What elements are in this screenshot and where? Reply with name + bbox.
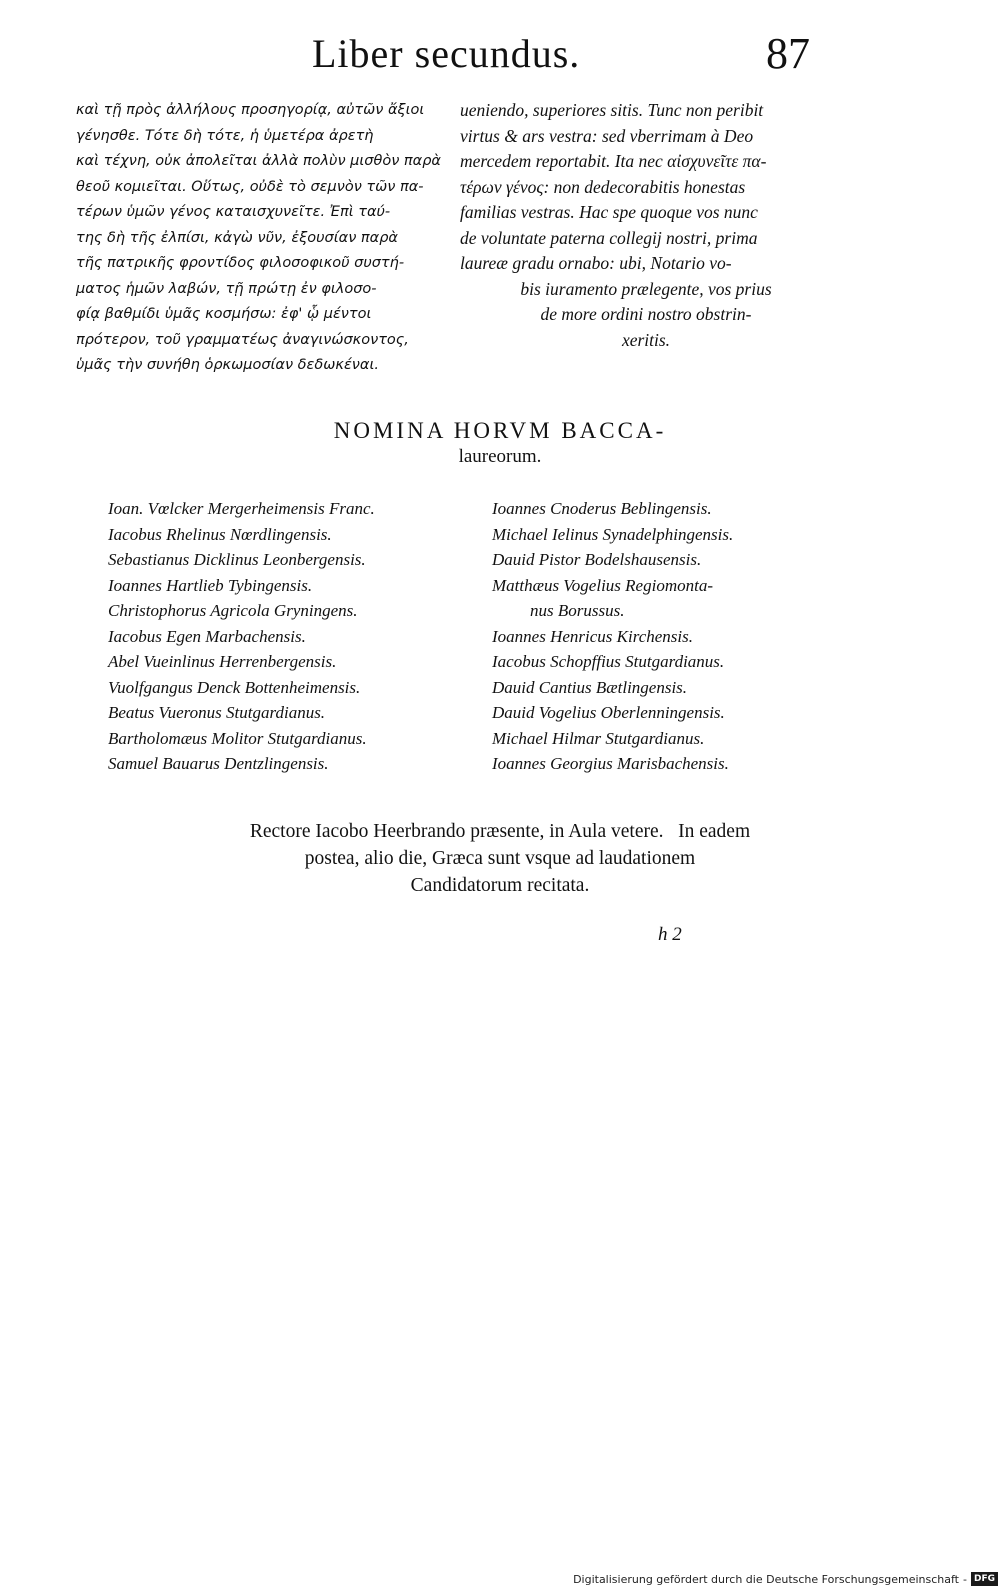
list-item: Iacobus Schopffius Stutgardianus. bbox=[492, 652, 725, 671]
rector-note bbox=[0, 818, 1000, 899]
list-item: Iacobus Egen Marbachensis. bbox=[108, 626, 306, 646]
section-heading bbox=[0, 418, 1000, 468]
latin-line: xeritis. bbox=[621, 329, 671, 350]
latin-line: virtus & ars vestra: sed vberrimam à Deo bbox=[460, 125, 754, 146]
latin-line: ueniendo, superiores sitis. Tunc non peribit bbox=[460, 100, 764, 120]
rector-line: Candidatorum recitata. bbox=[410, 875, 590, 896]
latin-column bbox=[460, 98, 832, 353]
heading-line: NOMINA HORVM BACCA- bbox=[333, 418, 667, 443]
latin-line: mercedem reportabit. Ita nec αἰσχυνεῖτε πα- bbox=[460, 151, 767, 171]
footer bbox=[573, 1569, 998, 1589]
list-item: Ioannes Hartlieb Tybingensis. bbox=[108, 575, 313, 595]
list-item: Sebastianus Dicklinus Leonbergensis. bbox=[108, 550, 366, 569]
separator: - bbox=[963, 1572, 967, 1586]
greek-line: καὶ τῇ πρὸς ἀλλήλους προσηγορίᾳ, αὐτῶν ἄξιοι bbox=[76, 102, 425, 118]
greek-line: γένησθε. Τότε δὴ τότε, ἡ ὑμετέρα ἀρετὴ bbox=[76, 127, 374, 144]
footer-text: Digitalisierung gefördert durch die Deutsche Forschungsgemeinschaft bbox=[573, 1572, 959, 1586]
greek-line: τέρων ὑμῶν γένος καταισχυνεῖτε. Ἐπὶ ταύ- bbox=[76, 204, 391, 220]
greek-line: φίᾳ βαθμίδι ὑμᾶς κοσμήσω: ἐφ' ᾧ μέντοι bbox=[76, 306, 372, 322]
greek-line: ὑμᾶς τὴν συνήθη ὁρκωμοσίαν δεδωκέναι. bbox=[76, 357, 379, 373]
latin-line: de more ordini nostro obstrin- bbox=[540, 304, 752, 324]
page-number: 87 bbox=[766, 29, 810, 78]
latin-line: τέρων γένος: non dedecorabitis honestas bbox=[460, 176, 746, 197]
heading-line: laureorum. bbox=[458, 446, 542, 467]
latin-line: de voluntate paterna collegij nostri, prima bbox=[460, 227, 758, 248]
greek-line: θεοῦ κομιεῖται. Οὕτως, οὐδὲ τὸ σεμνὸν τῶν πα- bbox=[76, 178, 424, 195]
latin-line: bis iuramento prælegente, vos prius bbox=[520, 278, 772, 299]
greek-line: τῆς πατρικῆς φροντίδος φιλοσοφικοῦ συστή- bbox=[76, 255, 405, 271]
greek-line: πρότερον, τοῦ γραμματέως ἀναγινώσκοντος, bbox=[76, 331, 409, 348]
rector-line: postea, alio die, Græca sunt vsque ad laudationem bbox=[304, 848, 696, 869]
list-item: Michael Ielinus Synadelphingensis. bbox=[492, 524, 734, 544]
list-item: Ioannes Georgius Marisbachensis. bbox=[492, 754, 729, 773]
greek-column bbox=[76, 98, 460, 379]
list-item: Ioannes Cnoderus Beblingensis. bbox=[492, 499, 712, 518]
names-list-left bbox=[108, 496, 375, 777]
list-item: Bartholomæus Molitor Stutgardianus. bbox=[108, 728, 367, 748]
list-item: Dauid Cantius Bætlingensis. bbox=[492, 677, 688, 697]
greek-line: καὶ τέχνη, οὐκ ἀπολεῖται ἀλλὰ πολὺν μισθὸν παρὰ bbox=[76, 153, 441, 169]
list-item: Beatus Vueronus Stutgardianus. bbox=[108, 703, 326, 722]
list-item: Abel Vueinlinus Herrenbergensis. bbox=[108, 652, 337, 671]
greek-line: της δὴ τῆς ἐλπίσι, κἀγὼ νῦν, ἐξουσίαν παρὰ bbox=[76, 229, 398, 246]
list-item: Dauid Vogelius Oberlenningensis. bbox=[492, 703, 725, 722]
rector-line: Rectore Iacobo Heerbrando præsente, in Aula vetere. In eadem bbox=[249, 821, 751, 842]
list-item: Samuel Bauarus Dentzlingensis. bbox=[108, 754, 329, 773]
latin-line: familias vestras. Hac spe quoque vos nunc bbox=[460, 202, 758, 222]
list-item: Vuolfgangus Denck Bottenheimensis. bbox=[108, 677, 361, 697]
list-item: Michael Hilmar Stutgardianus. bbox=[492, 728, 705, 748]
signature-mark: h 2 bbox=[658, 924, 682, 945]
list-item: nus Borussus. bbox=[530, 601, 625, 620]
running-title: Liber secundus. bbox=[312, 31, 581, 76]
latin-line: laureæ gradu ornabo: ubi, Notario vo- bbox=[460, 253, 732, 273]
list-item: Ioan. Vœlcker Mergerheimensis Franc. bbox=[108, 499, 375, 518]
dfg-logo[interactable]: DFG bbox=[971, 1572, 998, 1586]
list-item: Iacobus Rhelinus Nœrdlingensis. bbox=[108, 524, 332, 544]
list-item: Christophorus Agricola Gryningens. bbox=[108, 601, 358, 620]
list-item: Ioannes Henricus Kirchensis. bbox=[492, 626, 693, 646]
list-item: Dauid Pistor Bodelshausensis. bbox=[492, 550, 702, 569]
list-item: Matthæus Vogelius Regiomonta- bbox=[492, 575, 713, 595]
greek-line: ματος ἡμῶν λαβών, τῇ πρώτῃ ἐν φιλοσο- bbox=[76, 280, 377, 297]
names-list-right bbox=[492, 496, 733, 777]
